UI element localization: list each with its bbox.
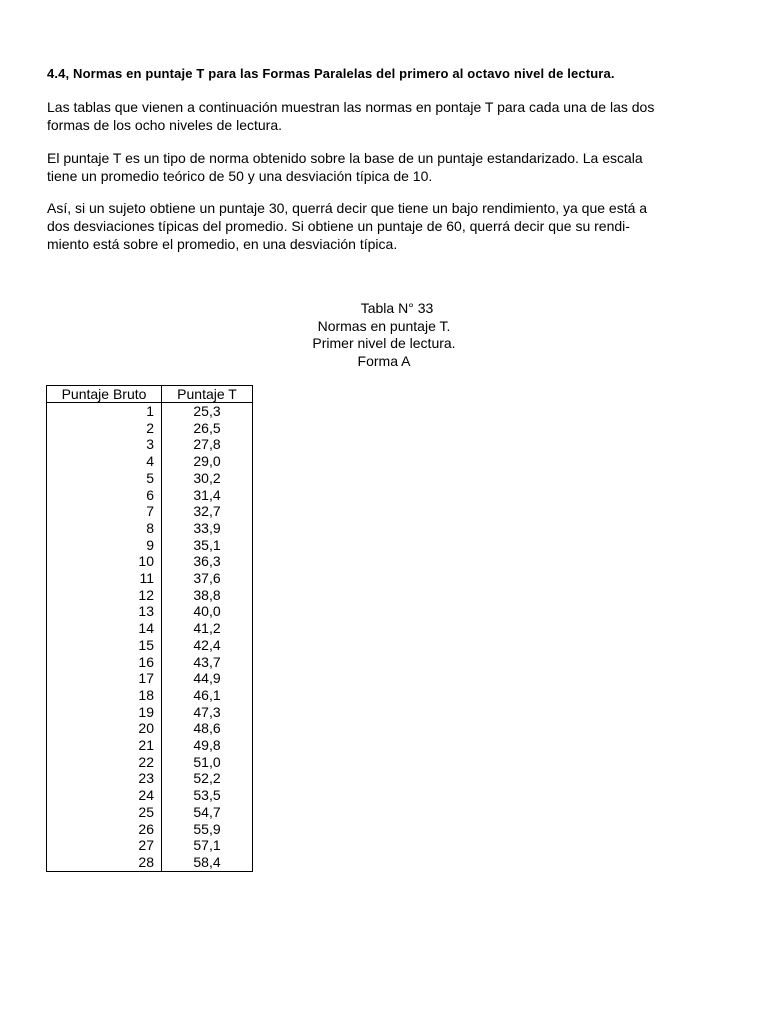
cell-puntaje-bruto: 12 (47, 587, 162, 604)
table-row (47, 654, 253, 671)
table-row (47, 503, 253, 520)
table-row (47, 854, 253, 871)
column-header-puntaje-bruto: Puntaje Bruto (47, 386, 162, 403)
cell-puntaje-bruto: 9 (47, 537, 162, 554)
table-row (47, 704, 253, 721)
cell-puntaje-t: 29,0 (162, 453, 253, 470)
norms-table (46, 385, 253, 872)
cell-puntaje-t: 30,2 (162, 470, 253, 487)
cell-puntaje-t: 41,2 (162, 620, 253, 637)
cell-puntaje-t: 53,5 (162, 787, 253, 804)
cell-puntaje-bruto: 28 (47, 854, 162, 871)
cell-puntaje-bruto: 8 (47, 520, 162, 537)
paragraph-line: El puntaje T es un tipo de norma obtenido sobre la base de un puntaje estandarizado. La escala (47, 150, 643, 166)
table-row (47, 603, 253, 620)
column-header-puntaje-t: Puntaje T (162, 386, 253, 403)
cell-puntaje-bruto: 23 (47, 770, 162, 787)
paragraph-line: tiene un promedio teórico de 50 y una desviación típica de 10. (47, 168, 433, 184)
table-row (47, 570, 253, 587)
paragraph-line: dos desviaciones típicas del promedio. Si obtiene un puntaje de 60, querrá decir que su rendi- (47, 218, 630, 234)
cell-puntaje-t: 58,4 (162, 854, 253, 871)
cell-puntaje-bruto: 4 (47, 453, 162, 470)
cell-puntaje-bruto: 25 (47, 804, 162, 821)
paragraph-line: miento está sobre el promedio, en una desviación típica. (47, 236, 398, 252)
table-title: Normas en puntaje T. (317, 317, 451, 334)
table-row (47, 537, 253, 554)
cell-puntaje-bruto: 18 (47, 687, 162, 704)
cell-puntaje-bruto: 20 (47, 720, 162, 737)
cell-puntaje-t: 31,4 (162, 487, 253, 504)
table-number: Tabla N° 33 (360, 300, 434, 316)
table-form: Forma A (357, 352, 411, 369)
cell-puntaje-bruto: 22 (47, 754, 162, 771)
cell-puntaje-t: 47,3 (162, 704, 253, 721)
table-row (47, 620, 253, 637)
table-row (47, 403, 253, 420)
cell-puntaje-t: 55,9 (162, 821, 253, 838)
table-row (47, 487, 253, 504)
cell-puntaje-t: 37,6 (162, 570, 253, 587)
cell-puntaje-t: 38,8 (162, 587, 253, 604)
table-row (47, 420, 253, 437)
cell-puntaje-t: 26,5 (162, 420, 253, 437)
table-row (47, 587, 253, 604)
table-row (47, 553, 253, 570)
cell-puntaje-t: 51,0 (162, 754, 253, 771)
cell-puntaje-bruto: 21 (47, 737, 162, 754)
table-row (47, 453, 253, 470)
cell-puntaje-bruto: 1 (47, 403, 162, 420)
cell-puntaje-t: 36,3 (162, 553, 253, 570)
table-row (47, 821, 253, 838)
cell-puntaje-t: 40,0 (162, 603, 253, 620)
table-row (47, 770, 253, 787)
cell-puntaje-bruto: 10 (47, 553, 162, 570)
table-row (47, 470, 253, 487)
table-row (47, 436, 253, 453)
table-row (47, 720, 253, 737)
cell-puntaje-t: 49,8 (162, 737, 253, 754)
cell-puntaje-bruto: 11 (47, 570, 162, 587)
cell-puntaje-bruto: 16 (47, 654, 162, 671)
paragraph-example (47, 199, 737, 253)
cell-puntaje-bruto: 5 (47, 470, 162, 487)
paragraph-intro (47, 98, 737, 134)
table-row (47, 754, 253, 771)
cell-puntaje-bruto: 15 (47, 637, 162, 654)
cell-puntaje-bruto: 6 (47, 487, 162, 504)
cell-puntaje-bruto: 19 (47, 704, 162, 721)
cell-puntaje-t: 44,9 (162, 670, 253, 687)
cell-puntaje-t: 32,7 (162, 503, 253, 520)
cell-puntaje-t: 35,1 (162, 537, 253, 554)
table-row (47, 670, 253, 687)
table-row (47, 687, 253, 704)
cell-puntaje-bruto: 3 (47, 436, 162, 453)
cell-puntaje-bruto: 7 (47, 503, 162, 520)
cell-puntaje-t: 42,4 (162, 637, 253, 654)
cell-puntaje-bruto: 24 (47, 787, 162, 804)
cell-puntaje-t: 46,1 (162, 687, 253, 704)
table-row (47, 637, 253, 654)
paragraph-line: Las tablas que vienen a continuación muestran las normas en pontaje T para cada una de las dos (47, 99, 655, 115)
paragraph-definition (47, 149, 737, 185)
cell-puntaje-bruto: 17 (47, 670, 162, 687)
cell-puntaje-t: 27,8 (162, 436, 253, 453)
cell-puntaje-t: 33,9 (162, 520, 253, 537)
cell-puntaje-t: 52,2 (162, 770, 253, 787)
table-row (47, 837, 253, 854)
section-heading: 4.4, Normas en puntaje T para las Formas Paralelas del primero al octavo nivel de lectura. (47, 66, 615, 81)
cell-puntaje-bruto: 13 (47, 603, 162, 620)
table-row (47, 804, 253, 821)
table-caption (234, 300, 534, 370)
cell-puntaje-t: 43,7 (162, 654, 253, 671)
cell-puntaje-bruto: 26 (47, 821, 162, 838)
cell-puntaje-bruto: 27 (47, 837, 162, 854)
cell-puntaje-bruto: 2 (47, 420, 162, 437)
table-row (47, 520, 253, 537)
paragraph-line: formas de los ocho niveles de lectura. (47, 117, 283, 133)
table-header-row (47, 386, 253, 403)
cell-puntaje-t: 54,7 (162, 804, 253, 821)
table-row (47, 737, 253, 754)
table-body (47, 403, 253, 872)
table-row (47, 787, 253, 804)
cell-puntaje-t: 25,3 (162, 403, 253, 420)
table-level: Primer nivel de lectura. (312, 335, 456, 351)
cell-puntaje-t: 57,1 (162, 837, 253, 854)
cell-puntaje-bruto: 14 (47, 620, 162, 637)
cell-puntaje-t: 48,6 (162, 720, 253, 737)
paragraph-line: Así, si un sujeto obtiene un puntaje 30, querrá decir que tiene un bajo rendimiento, ya que está a (47, 200, 648, 216)
